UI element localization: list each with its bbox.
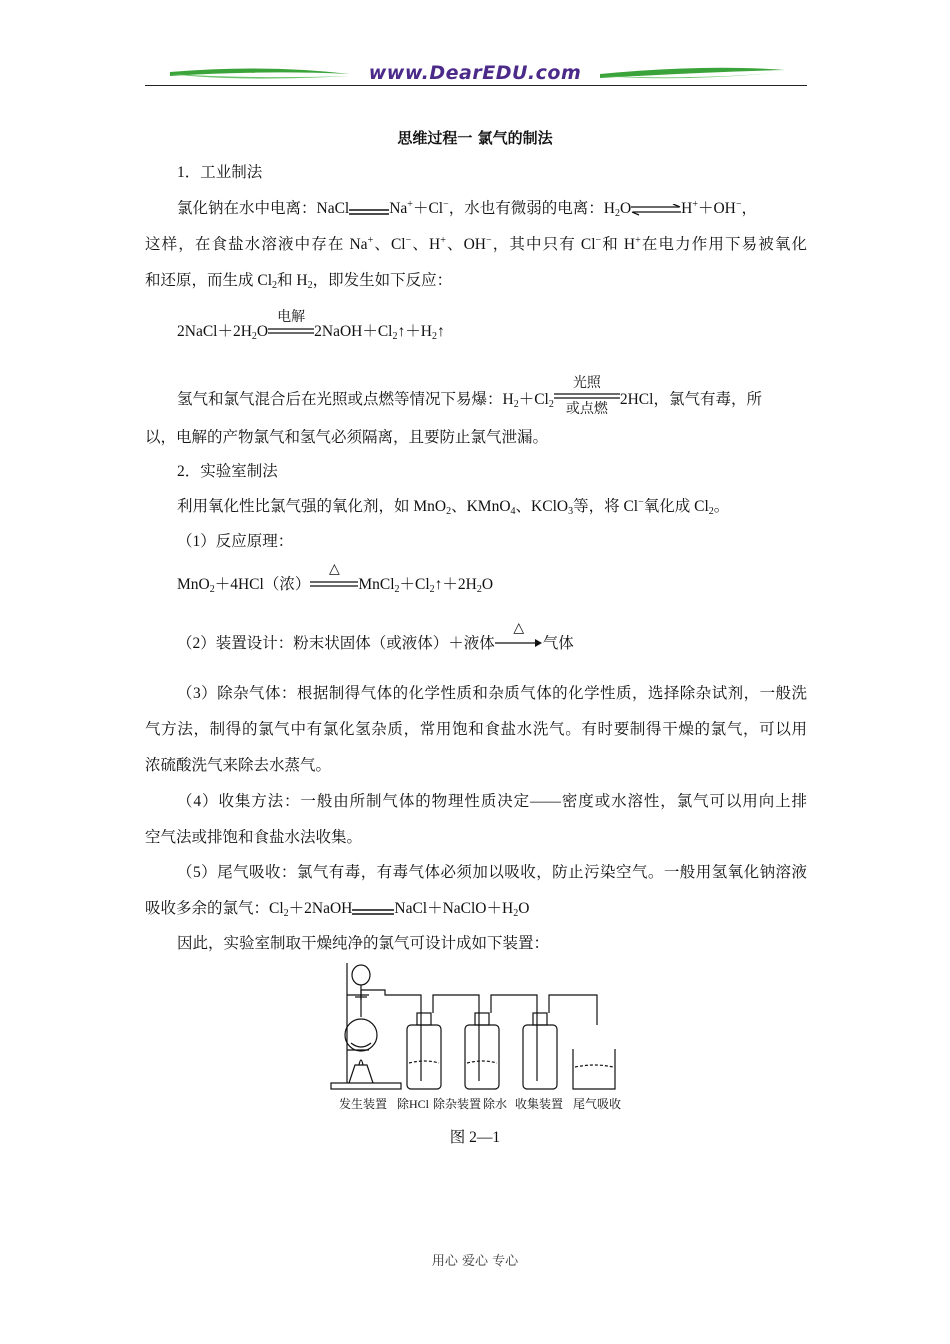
double-line-equals <box>349 204 389 214</box>
paragraph-ions: 这样，在食盐水溶液中存在 Na+、Cl−、H+、OH−，其中只有 Cl−和 H+在电力作用下易被氧化 <box>145 235 807 253</box>
paragraph-collect-line2: 空气法或排饱和食盐水法收集。 <box>145 829 363 846</box>
condition-arrow-electrolysis <box>268 309 314 340</box>
paragraph-purify-line1: （3）除杂气体：根据制得气体的化学性质和杂质气体的化学性质，选择除杂试剂，一般洗 <box>177 685 807 702</box>
page-footer: 用心 爱心 专心 <box>431 1254 519 1269</box>
page-header <box>145 60 807 92</box>
paragraph-isolation: 以，电解的产物氯气和氢气必须隔离，且要防止氯气泄漏。 <box>145 429 549 446</box>
paragraph-conclusion: 因此，实验室制取干燥纯净的氯气可设计成如下装置： <box>177 935 550 952</box>
paragraph-explosion: 氢气和氯气混合后在光照或点燃等情况下易爆：$H_2+Cl_2$ 光照 或点燃 2HCl，氯气有毒，所 <box>177 376 807 416</box>
paragraph-purify-line3: 浓硫酸洗气来除去水蒸气。 <box>145 757 332 774</box>
label-remove-hcl: 除HCl <box>397 1097 430 1111</box>
paragraph-collect-line1: （4）收集方法：一般由所制气体的物理性质决定——密度或水溶性，氯气可以用向上排 <box>177 793 807 810</box>
condition-ignite-label: 或点燃 <box>565 401 608 417</box>
paragraph-tailgas-line1: （5）尾气吸收：氯气有毒，有毒气体必须加以吸收，防止污染空气。一般用氢氧化钠溶液 <box>177 864 807 881</box>
section-heading-lab: 2．实验室制法 <box>177 463 278 480</box>
label-generator: 发生装置 <box>339 1097 388 1111</box>
condition-arrow-heat <box>310 561 358 593</box>
label-tail-absorb: 尾气吸收 <box>573 1097 622 1111</box>
label-remove-water: 除水 <box>483 1097 508 1111</box>
double-line-equals <box>352 904 394 914</box>
section-heading-industrial: 1．工业制法 <box>177 164 263 181</box>
apparatus-drawing <box>325 955 625 1115</box>
paragraph-ionization: 氯化钠在水中电离：NaCl Na+＋Cl−，水也有微弱的电离：$H_2O$ H+＋OH−， <box>177 199 758 219</box>
label-collector: 收集装置 <box>515 1097 564 1111</box>
equation-electrolysis: $2NaCl+2H_2O$ 电解 $2NaOH+Cl_2↑+H_2↑$ <box>177 312 445 341</box>
figure-caption: 图 2—1 <box>449 1129 501 1146</box>
paragraph-purify-line2: 气方法，制得的氯气中有氯化氢杂质，常用饱和食盐水洗气。有时要制得干燥的氯气，可以用 <box>145 721 807 738</box>
heat-triangle-icon: △ <box>328 561 340 577</box>
equation-mno2: MnO$_2$＋4HCl（浓） △ $MnCl_2+Cl_2↑+2H_2O$ <box>177 561 494 595</box>
condition-arrow-light-ignite <box>554 376 620 416</box>
condition-light-label: 光照 <box>572 375 601 391</box>
page-title: 思维过程一 氯气的制法 <box>397 129 553 147</box>
paragraph-tailgas-line2: 吸收多余的氯气：$Cl_2+2NaOH$ $NaCl+NaClO+H_2O$ <box>145 900 530 919</box>
subheading-principle: （1）反应原理： <box>177 533 294 550</box>
site-logo-text[interactable]: www.DearEDU.com <box>368 62 582 84</box>
paragraph-reduction: 和还原，而生成 $Cl_2$和 $H_2$，即发生如下反应： <box>145 272 453 291</box>
condition-electrolysis-label: 电解 <box>277 309 306 325</box>
apparatus-diagram <box>325 955 625 1115</box>
paragraph-oxidants: 利用氧化性比氯气强的氧化剂，如 MnO$_2$、KMnO$_4$、KClO$_3$等，将 Cl−氧化成 $Cl_2$。 <box>177 497 730 517</box>
reversible-arrow <box>631 203 681 215</box>
heat-triangle-icon: △ <box>513 620 525 636</box>
header-rule <box>145 85 807 86</box>
label-purifier: 除杂装置 <box>433 1097 482 1111</box>
heat-arrow <box>495 620 543 652</box>
subheading-apparatus: （2）装置设计：粉末状固体（或液体）＋液体 △ 气体 <box>177 620 574 652</box>
